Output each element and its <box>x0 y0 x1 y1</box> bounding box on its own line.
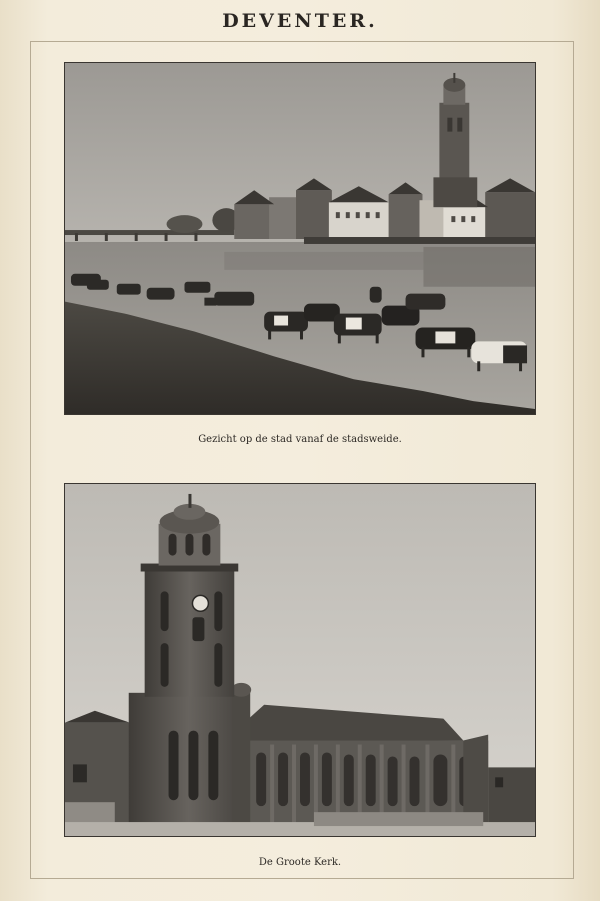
gothic-church-tower-photo-icon <box>64 483 536 837</box>
figure-caption: Gezicht op de stad vanaf de stadsweide. <box>198 434 402 445</box>
page-title: DEVENTER. <box>222 10 378 32</box>
figure-caption: De Groote Kerk. <box>258 857 342 868</box>
river-town-with-cattle-photo-icon <box>64 62 536 415</box>
